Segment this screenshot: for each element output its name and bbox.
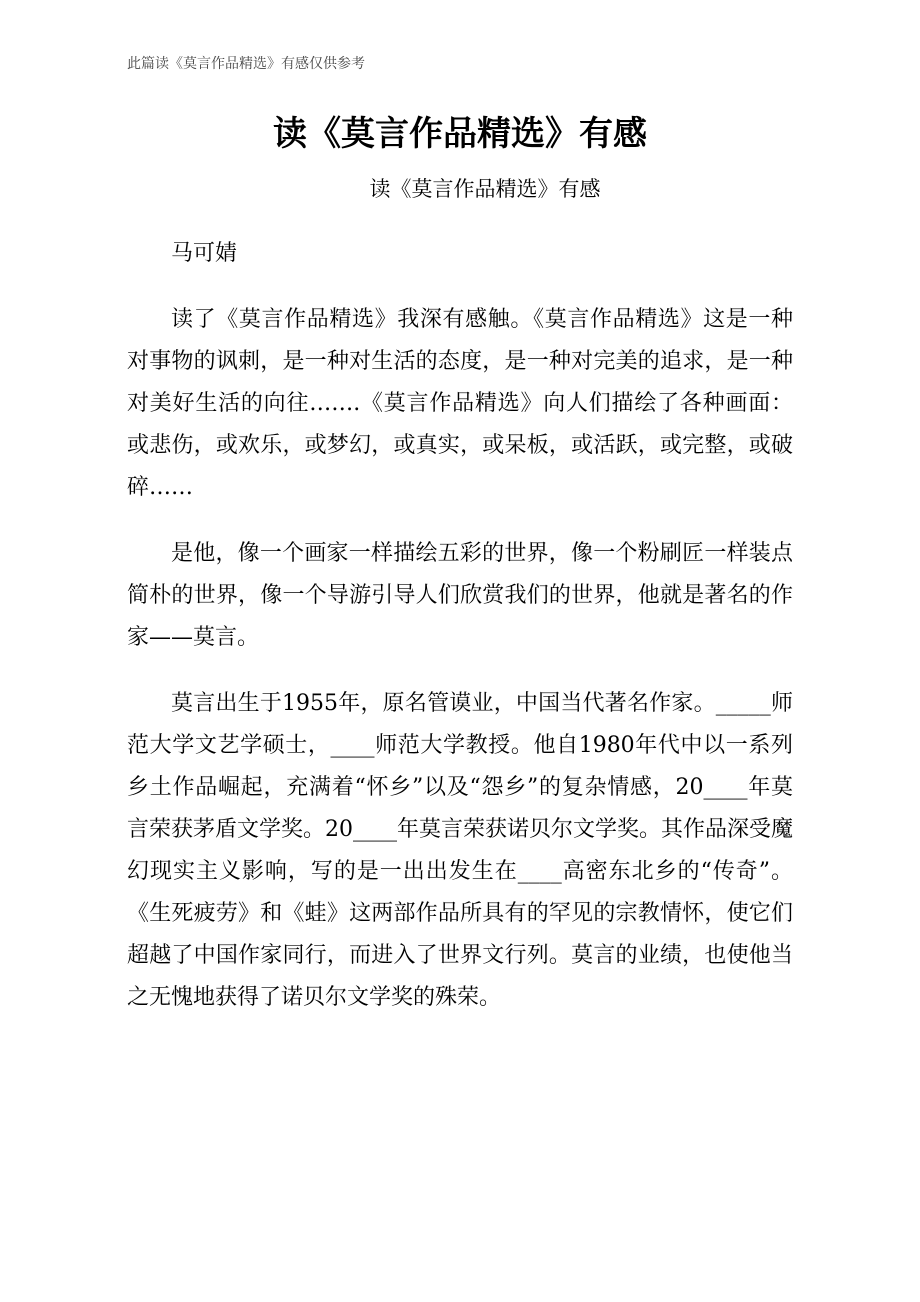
subtitle: 读《莫言作品精选》有感: [369, 177, 601, 201]
paragraph-3: 莫言出生于1955年，原名管谟业，中国当代著名作家。_____师范大学文艺学硕士，____师范大学教授。他自1980年代中以一系列乡土作品崛起，充满着“怀乡”以及“怨乡”的复杂情感，20____年莫言荣获茅盾文学奖。20____年莫言荣获诺贝尔文学奖。其作品深受魔幻现实主义影响，写的是一出出发生在____高密东北乡的“传奇”。《生死疲劳》和《蛙》这两部作品所具有的罕见的宗教情怀，使它们超越了中国作家同行，而进入了世界文行列。莫言的业绩，也使他当之无愧地获得了诺贝尔文学奖的殊荣。: [127, 691, 793, 1010]
paragraph-1: 读了《莫言作品精选》我深有感触。《莫言作品精选》这是一种对事物的讽刺，是一种对生活的态度，是一种对完美的追求，是一种对美好生活的向往…….《莫言作品精选》向人们描绘了各种画面：或悲伤，或欢乐，或梦幻，或真实，或呆板，或活跃，或完整，或破碎……: [127, 307, 793, 500]
page-title: 读《莫言作品精选》有感: [273, 114, 647, 154]
header-note: 此篇读《莫言作品精选》有感仅供参考: [127, 56, 365, 72]
author-name: 马可婧: [171, 241, 238, 266]
body-text: [127, 233, 793, 1043]
paragraph-2: 是他，像一个画家一样描绘五彩的世界，像一个粉刷匠一样装点简朴的世界，像一个导游引导人们欣赏我们的世界，他就是著名的作家——莫言。: [127, 541, 793, 650]
